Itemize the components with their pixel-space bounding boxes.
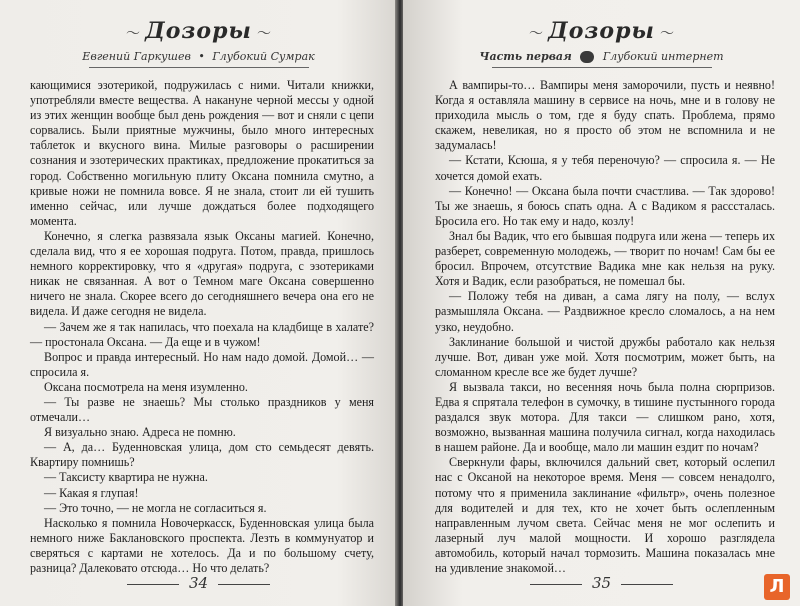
logo-text: Дозоры bbox=[145, 18, 252, 44]
paragraph: Сверкнули фары, включился дальний свет, который ослепил нас с Оксаной на некоторое время. Меня — совсем ненадолго, потому что я применила заклинание «фильтр», очень полезное для водителей и для тех, кто не хочет быть ослепленным направленным лучом света. Сейчас меня не мог ослепить и лазерный луч малой мощности. И хорошо разглядела автомобиль, который начал тормозить. Машина показалась мне на удивление знакомой… bbox=[435, 455, 775, 575]
paragraph: — А, да… Буденновская улица, дом сто семьдесят девять. Квартиру помнишь? bbox=[30, 440, 374, 470]
running-head bbox=[403, 50, 800, 63]
paragraph: — Ты разве не знаешь? Мы столько праздников у меня отмечали… bbox=[30, 394, 374, 425]
right-header bbox=[403, 18, 800, 68]
paragraph: Я визуально знаю. Адреса не помню. bbox=[44, 425, 236, 440]
left-body-text bbox=[30, 78, 374, 576]
header-rule bbox=[492, 67, 712, 68]
folio-flourish-icon bbox=[127, 584, 179, 585]
paragraph: — Конечно! — Оксана была почти счастлива. — Так здорово! Ты же знаешь, я боюсь спать одна. А с Вадиком я расссталась. Бросила его. Но так ему и надо, козлу! bbox=[435, 183, 775, 228]
right-page bbox=[403, 0, 800, 606]
series-logo bbox=[0, 18, 397, 44]
logo-text: Дозоры bbox=[548, 18, 655, 44]
paragraph: — Зачем же я так напилась, что поехала на кладбище в халате? — простонала Оксана. — Да еще и в чужом! bbox=[30, 319, 374, 349]
flourish-left-icon: 〜 bbox=[126, 26, 141, 42]
header-rule bbox=[89, 67, 309, 68]
running-head-part: Часть первая bbox=[479, 50, 572, 63]
running-head-author: Евгений Гаркушев bbox=[82, 50, 191, 63]
folio-flourish-icon bbox=[530, 584, 582, 585]
folio-flourish-icon bbox=[218, 584, 270, 585]
right-page-number bbox=[403, 574, 800, 592]
paragraph: — Положу тебя на диван, а сама лягу на полу, — вслух размышляла Оксана. — Раздвижное кресло сломалось, а на нем узко, неудобно. bbox=[435, 289, 775, 334]
flourish-right-icon: 〜 bbox=[659, 26, 674, 42]
paragraph: Конечно, я слегка развязала язык Оксаны магией. Конечно, сделала вид, что я ее хорошая подруга. Потом, правда, пришлось немного корректировку, что я «другая» подруга, с эзотериками никак не связанная. А вот о Темном маге Оксана совершенно ничего не знала. Скорее всего до сегодняшнего вечера она его не видела. И даже сегодня не видела. bbox=[30, 228, 374, 319]
running-head-title: Глубокий интернет bbox=[602, 50, 724, 63]
paragraph: — Это точно, — не могла не согласиться я. bbox=[44, 500, 267, 515]
paragraph: Насколько я помнила Новочеркасск, Буденновская улица была немного ниже Баклановского проспекта. Лезть в коммунуатор и сверяться с картами не хотелось. Да и по большому счету, разница? Далековато отсюда… Но что делать? bbox=[30, 515, 374, 575]
paragraph: — Кстати, Ксюша, я у тебя переночую? — спросила я. — Не хочется домой ехать. bbox=[435, 153, 775, 183]
paragraph: Вопрос и правда интересный. Но нам надо домой. Домой… — спросила я. bbox=[30, 349, 374, 379]
paragraph: Знал бы Вадик, что его бывшая подруга или жена — теперь их разберет, современную молодежь, — творит по ночам! Сам бы ее бросил. Впрочем, отсутствие Вадика мне как нельзя на руку. Хотя и Вадик, если разобраться, не помешал бы. bbox=[435, 228, 775, 289]
running-head-separator: • bbox=[198, 50, 205, 63]
left-header bbox=[0, 18, 397, 68]
folio-flourish-icon bbox=[621, 584, 673, 585]
ornament-icon bbox=[580, 51, 594, 63]
publisher-logo-icon: Л bbox=[764, 574, 790, 600]
paragraph: Я вызвала такси, но весенняя ночь была полна сюрпризов. Едва я спрятала телефон в сумочку, в тишине пустынного города раздался звук мотора. Для такси — слишком рано, хотя, возможно, вызванная машина получила сигнал, когда находилась в нашем районе. Да и вообще, мало ли машин ездит по ночам? bbox=[435, 379, 775, 455]
paragraph: — Какая я глупая! bbox=[44, 485, 139, 500]
right-body-text bbox=[435, 78, 775, 576]
left-page-number bbox=[0, 574, 397, 592]
running-head-title: Глубокий Сумрак bbox=[212, 50, 315, 63]
paragraph: кающимися эзотерикой, подружилась с ними. Читали книжки, употребляли вместе вещества. А накануне черной мессы у одной из этих женщин вообще был день рождения — вот и сняли с цепи сорвались. Были приятные мужчины, было много интересных таблеток и вкусного вина. Милые разговоры о расширении сознания и эзотерических практиках, предложение прокатиться за город. Собственно могильную плиту Оксана помнила смутно, а кривые ножи не помнила вовсе. Я не знала, стоит ли ей тушить именно сейчас, или лучше дождаться более подходящего момента. bbox=[30, 78, 374, 228]
flourish-left-icon: 〜 bbox=[529, 26, 544, 42]
page-number: 34 bbox=[188, 574, 209, 592]
paragraph: Оксана посмотрела на меня изумленно. bbox=[44, 379, 248, 394]
paragraph: — Таксисту квартира не нужна. bbox=[44, 470, 208, 485]
running-head bbox=[0, 50, 397, 63]
paragraph: Заклинание большой и чистой дружбы работало как нельзя лучше. Вот, диван уже мой. Хотя посмотрим, может быть, на сломанном кресле все же будет лучше? bbox=[435, 334, 775, 379]
series-logo bbox=[403, 18, 800, 44]
page-number: 35 bbox=[591, 574, 612, 592]
paragraph: А вампиры-то… Вампиры меня заморочили, пусть и неявно! Когда я оставляла машину в сервисе на ночь, мне и в голову не приходила мысль о том, где я буду спать. Проблема, прямо скажем, невеликая, но я просто об этом не вспомнила и не задумалась! bbox=[435, 78, 775, 153]
flourish-right-icon: 〜 bbox=[256, 26, 271, 42]
left-page bbox=[0, 0, 397, 606]
